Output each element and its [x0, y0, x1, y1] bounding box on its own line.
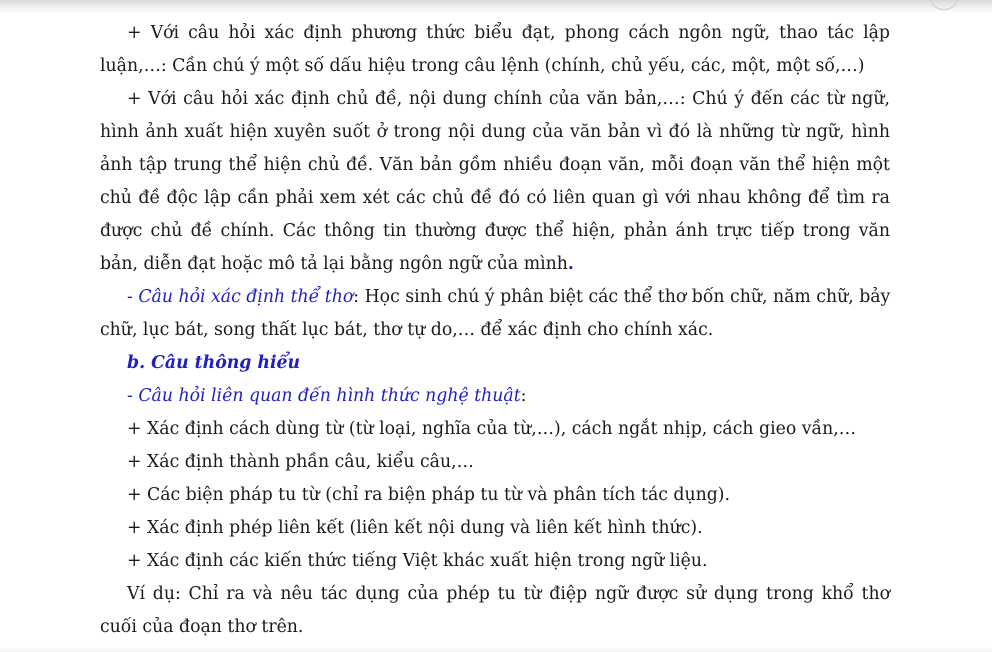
list-item: + Xác định thành phần câu, kiểu câu,… — [127, 452, 474, 472]
paragraph-line — [100, 281, 890, 314]
paragraph-end-dot: . — [567, 254, 574, 274]
viewer-top-shadow — [0, 0, 992, 14]
section-heading: b. Câu thông hiểu — [127, 353, 301, 373]
paragraph-line: chữ, lục bát, song thất lục bát, thơ tự do,… để xác định cho chính xác. — [100, 320, 714, 340]
paragraph-line: hình ảnh xuất hiện xuyên suốt ở trong nội dung của văn bản vì đó là những từ ngữ, hình — [100, 122, 890, 142]
list-item: + Xác định các kiến thức tiếng Việt khác xuất hiện trong ngữ liệu. — [127, 551, 708, 571]
subheading-label: - Câu hỏi liên quan đến hình thức nghệ thuật — [127, 386, 521, 406]
example-line: Ví dụ: Chỉ ra và nêu tác dụng của phép tu từ điệp ngữ được sử dụng trong khổ thơ — [127, 584, 890, 604]
viewer-bottom-edge — [0, 646, 992, 652]
list-item: + Xác định phép liên kết (liên kết nội dung và liên kết hình thức). — [127, 518, 703, 538]
example-line: cuối của đoạn thơ trên. — [100, 617, 304, 637]
subheading-colon: : — [520, 386, 527, 406]
subheading-line — [100, 380, 890, 413]
paragraph-line — [100, 248, 890, 281]
paragraph-line: + Với câu hỏi xác định phương thức biểu đạt, phong cách ngôn ngữ, thao tác lập — [127, 23, 890, 43]
paragraph-line: ảnh tập trung thể hiện chủ đề. Văn bản gồm nhiều đoạn văn, mỗi đoạn văn thể hiện một — [100, 155, 890, 175]
question-type-label: - Câu hỏi xác định thể thơ — [127, 287, 354, 307]
paragraph-line: luận,…: Cần chú ý một số dấu hiệu trong câu lệnh (chính, chủ yếu, các, một, một số,…) — [100, 56, 865, 76]
list-item: + Các biện pháp tu từ (chỉ ra biện pháp tu từ và phân tích tác dụng). — [127, 485, 731, 505]
paragraph-text: : Học sinh chú ý phân biệt các thể thơ bốn chữ, năm chữ, bảy — [353, 287, 891, 307]
paragraph-text: bản, diễn đạt hoặc mô tả lại bằng ngôn ngữ của mình — [100, 254, 568, 274]
list-item: + Xác định cách dùng từ (từ loại, nghĩa của từ,…), cách ngắt nhịp, cách gieo vần,… — [127, 419, 857, 439]
document-page — [100, 17, 890, 644]
paragraph-line: được chủ đề chính. Các thông tin thường được thể hiện, phản ánh trực tiếp trong văn — [100, 221, 890, 241]
paragraph-line: chủ đề độc lập cần phải xem xét các chủ đề đó có liên quan gì với nhau không để tìm ra — [100, 188, 890, 208]
paragraph-line: + Với câu hỏi xác định chủ đề, nội dung chính của văn bản,…: Chú ý đến các từ ngữ, — [127, 89, 890, 109]
